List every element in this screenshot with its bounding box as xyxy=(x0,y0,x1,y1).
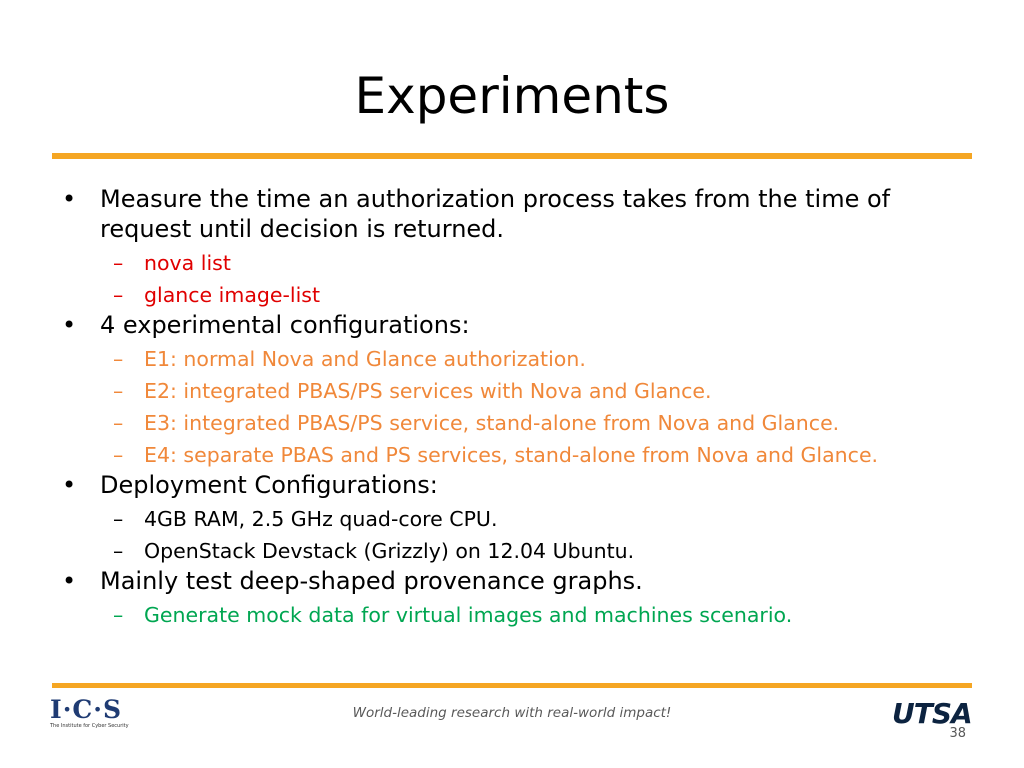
utsa-logo xyxy=(892,697,974,730)
top-divider xyxy=(52,153,972,159)
bullet-dot-icon: • xyxy=(62,311,77,339)
sub-bullet-item xyxy=(62,506,967,532)
dash-icon: – xyxy=(113,379,124,403)
bullet-text: Mainly test deep-shaped provenance graphs. xyxy=(100,567,643,595)
bullet-dot-icon: • xyxy=(62,185,77,213)
sub-bullet-item xyxy=(62,410,967,436)
dash-icon: – xyxy=(113,539,124,563)
dash-icon: – xyxy=(113,347,124,371)
bullet-item xyxy=(62,470,967,500)
dash-icon: – xyxy=(113,251,124,275)
bullet-item xyxy=(62,310,967,340)
sub-bullet-text: glance image-list xyxy=(144,283,321,307)
bullet-item xyxy=(62,566,967,596)
sub-bullet-item xyxy=(62,250,967,276)
utsa-wordmark: UTSA xyxy=(892,697,972,730)
sub-bullet-text: 4GB RAM, 2.5 GHz quad-core CPU. xyxy=(144,507,498,531)
sub-bullet-text: Generate mock data for virtual images and machines scenario. xyxy=(144,603,793,627)
dash-icon: – xyxy=(113,443,124,467)
sub-bullet-item xyxy=(62,538,967,564)
dash-icon: – xyxy=(113,603,124,627)
sub-bullet-text: OpenStack Devstack (Grizzly) on 12.04 Ubuntu. xyxy=(144,539,635,563)
sub-bullet-text: nova list xyxy=(144,251,231,275)
bullet-item xyxy=(62,184,967,244)
slide-title: Experiments xyxy=(354,67,670,125)
bullet-text: Measure the time an authorization process takes from the time of request until decision is returned. xyxy=(100,185,891,243)
dash-icon: – xyxy=(113,283,124,307)
sub-bullet-item xyxy=(62,282,967,308)
sub-bullet-item xyxy=(62,346,967,372)
ics-wordmark: I·C·S xyxy=(50,695,123,724)
bullet-dot-icon: • xyxy=(62,471,77,499)
bullet-list xyxy=(62,182,967,628)
sub-bullet-item xyxy=(62,442,967,468)
sub-bullet-item xyxy=(62,378,967,404)
sub-bullet-text: E3: integrated PBAS/PS service, stand-alone from Nova and Glance. xyxy=(144,411,840,435)
bullet-text: Deployment Configurations: xyxy=(100,471,438,499)
dash-icon: – xyxy=(113,411,124,435)
sub-bullet-text: E4: separate PBAS and PS services, stand-alone from Nova and Glance. xyxy=(144,443,879,467)
page-number: 38 xyxy=(949,726,966,741)
bullet-text: 4 experimental configurations: xyxy=(100,311,470,339)
sub-bullet-item xyxy=(62,602,967,628)
bullet-dot-icon: • xyxy=(62,567,77,595)
sub-bullet-text: E1: normal Nova and Glance authorization. xyxy=(144,347,586,371)
sub-bullet-text: E2: integrated PBAS/PS services with Nova and Glance. xyxy=(144,379,712,403)
ics-tagline: The Institute for Cyber Security xyxy=(50,723,129,729)
dash-icon: – xyxy=(113,507,124,531)
bottom-divider xyxy=(52,683,972,688)
footer-tagline: World-leading research with real-world impact! xyxy=(352,705,672,721)
